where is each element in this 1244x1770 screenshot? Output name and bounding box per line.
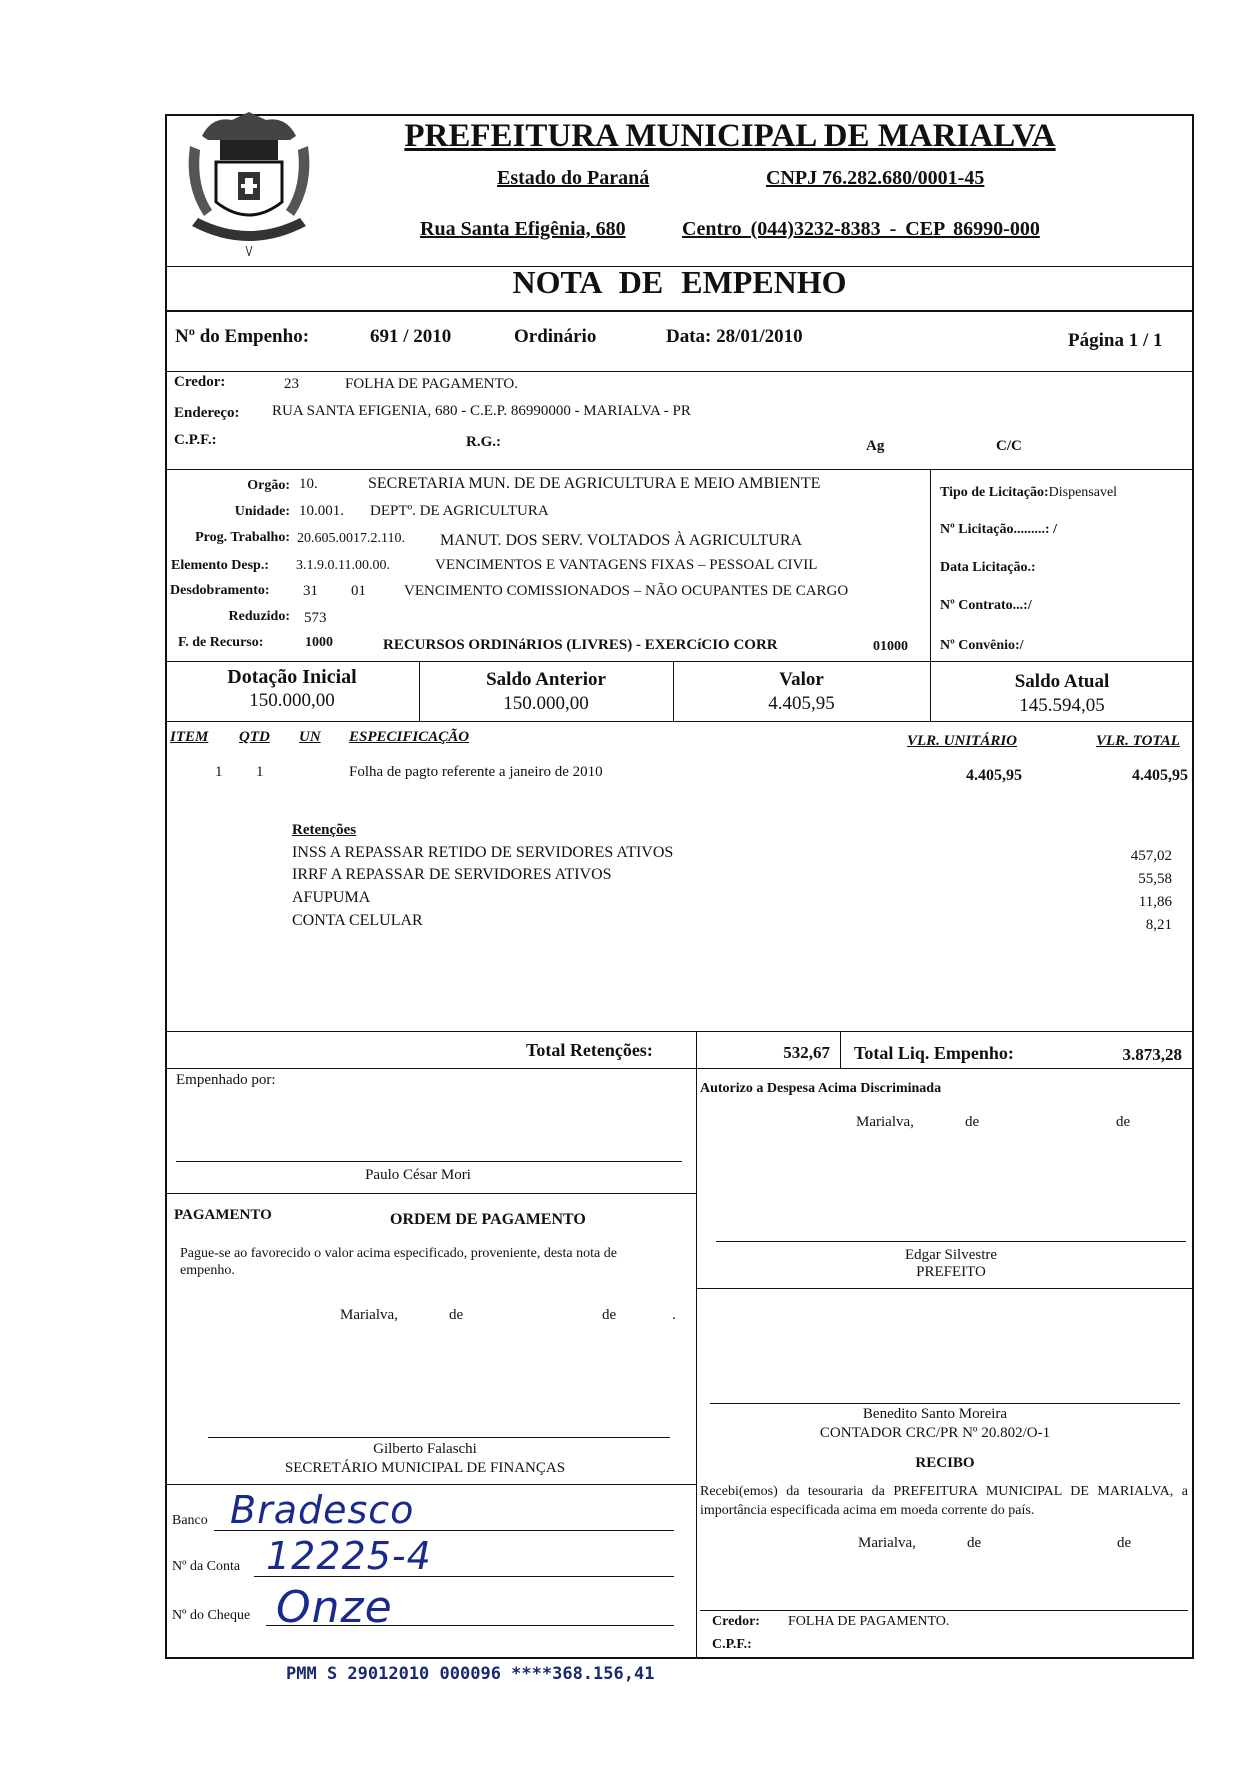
prog-value: MANUT. DOS SERV. VOLTADOS À AGRICULTURA: [440, 532, 803, 549]
frecurso-num: 01000: [873, 639, 908, 654]
empenho-type: Ordinário: [514, 326, 597, 347]
dot-left: .: [672, 1307, 676, 1323]
divider: [165, 661, 1194, 662]
secretario-nome: Gilberto Falaschi: [373, 1441, 477, 1457]
num-convenio: Nº Convênio:/: [940, 638, 1024, 653]
valor-label: Valor: [779, 669, 824, 690]
signature-line: [710, 1403, 1180, 1404]
cpf-bottom-label: C.P.F.:: [712, 1637, 752, 1652]
authentication-stamp: PMM S 29012010 000096 ****368.156,41: [286, 1664, 655, 1684]
endereco-value: RUA SANTA EFIGENIA, 680 - C.E.P. 86990000 - MARIALVA - PR: [272, 403, 691, 419]
unidade-label: Unidade:: [234, 504, 290, 519]
rg-label: R.G.:: [466, 434, 501, 450]
retencao-value: 8,21: [1145, 917, 1172, 933]
recibo-title: RECIBO: [915, 1455, 975, 1471]
cpf-label: C.P.F.:: [174, 432, 217, 448]
endereco-label: Endereço:: [174, 405, 240, 421]
divider: [700, 1610, 1188, 1611]
de-recibo-1: de: [967, 1535, 982, 1551]
tipo-licitacao-value: Dispensavel: [1048, 485, 1118, 500]
unidade-value: DEPTº. DE AGRICULTURA: [370, 503, 549, 519]
signature-line: [208, 1437, 670, 1438]
cc-label: C/C: [996, 438, 1022, 454]
prefeito-cargo: PREFEITO: [916, 1264, 986, 1280]
reduzido-label: Reduzido:: [228, 609, 290, 624]
col-vlr-unitario: VLR. UNITÁRIO: [907, 733, 1018, 749]
conta-handwritten: 12225-4: [266, 1534, 432, 1578]
empenho-date: Data: 28/01/2010: [666, 326, 803, 347]
signature-line: [716, 1241, 1186, 1242]
divider: [165, 1068, 1194, 1069]
saldo-anterior-label: Saldo Anterior: [486, 669, 606, 690]
item-qtd: 1: [256, 764, 264, 780]
desdobramento-sub: 01: [351, 583, 366, 599]
divider: [165, 371, 1194, 372]
ordem-pagamento-label: ORDEM DE PAGAMENTO: [390, 1211, 586, 1228]
marialva-left: Marialva,: [340, 1307, 398, 1323]
total-retencoes-label: Total Retenções:: [526, 1040, 653, 1060]
recibo-text: Recebi(emos) da tesouraria da PREFEITURA MUNICIPAL DE MARIALVA, a importância especificada acima em moeda corrente do país.: [700, 1484, 1188, 1518]
cheque-label: Nº do Cheque: [172, 1608, 251, 1623]
de-left-2: de: [602, 1307, 617, 1323]
header-cnpj: CNPJ 76.282.680/0001-45: [766, 167, 985, 189]
header-state: Estado do Paraná: [497, 167, 650, 189]
total-liq-label: Total Liq. Empenho:: [854, 1043, 1014, 1063]
saldo-atual-value: 145.594,05: [1019, 695, 1105, 716]
secretario-cargo: SECRETÁRIO MUNICIPAL DE FINANÇAS: [284, 1460, 566, 1476]
col-qtd: QTD: [239, 729, 270, 745]
credor-name: FOLHA DE PAGAMENTO.: [345, 376, 518, 392]
credor-code: 23: [284, 376, 299, 392]
frecurso-label: F. de Recurso:: [178, 635, 264, 650]
item-vlr-unitario: 4.405,95: [966, 767, 1022, 784]
total-liq-value: 3.873,28: [1122, 1045, 1182, 1064]
retencao-desc: AFUPUMA: [292, 889, 371, 906]
desdobramento-label: Desdobramento:: [170, 583, 270, 598]
header-title: PREFEITURA MUNICIPAL DE MARIALVA: [404, 118, 1056, 154]
dotacao-value: 150.000,00: [249, 690, 335, 711]
empenho-label: Nº do Empenho:: [175, 326, 310, 347]
divider: [696, 1288, 1194, 1289]
col-item: ITEM: [170, 729, 209, 745]
saldo-anterior-value: 150.000,00: [503, 693, 589, 714]
marialva-recibo: Marialva,: [858, 1535, 916, 1551]
contador-nome: Benedito Santo Moreira: [862, 1406, 1008, 1422]
orgao-value: SECRETARIA MUN. DE DE AGRICULTURA E MEIO AMBIENTE: [368, 475, 821, 492]
signature-line: [176, 1161, 682, 1162]
retencao-desc: IRRF A REPASSAR DE SERVIDORES ATIVOS: [292, 866, 612, 883]
page-number: Página 1 / 1: [1068, 330, 1163, 351]
autorizo-label: Autorizo a Despesa Acima Discriminada: [700, 1081, 942, 1096]
tipo-licitacao-label: [940, 485, 1117, 501]
retencoes-title: Retenções: [292, 822, 357, 838]
empenhado-label: Empenhado por:: [176, 1072, 276, 1088]
elemento-code: 3.1.9.0.11.00.00.: [296, 558, 390, 573]
orgao-label: Orgão:: [247, 478, 290, 493]
divider: [165, 1031, 1194, 1032]
retencao-value: 11,86: [1138, 894, 1172, 910]
doc-title: NOTA DE EMPENHO: [512, 264, 847, 300]
elemento-value: VENCIMENTOS E VANTAGENS FIXAS – PESSOAL CIVIL: [435, 557, 818, 573]
desdobramento-value: VENCIMENTO COMISSIONADOS – NÃO OCUPANTES DE CARGO: [404, 583, 849, 599]
divider: [840, 1031, 841, 1068]
de-right-2: de: [1116, 1114, 1131, 1130]
col-vlr-total: VLR. TOTAL: [1096, 733, 1180, 749]
num-contrato: Nº Contrato...:/: [940, 598, 1032, 613]
de-recibo-2: de: [1117, 1535, 1132, 1551]
desdobramento-code: 31: [303, 583, 318, 599]
tipo-licitacao-text: Tipo de Licitação:: [940, 485, 1049, 500]
de-left-1: de: [449, 1307, 464, 1323]
data-licitacao: Data Licitação.:: [940, 560, 1036, 575]
header-street: Rua Santa Efigênia, 680: [420, 218, 626, 240]
col-especificacao: ESPECIFICAÇÃO: [349, 729, 470, 745]
item-number: 1: [215, 764, 223, 780]
empenhado-nome: Paulo César Mori: [365, 1167, 471, 1183]
credor-label: Credor:: [174, 374, 226, 390]
divider: [165, 1484, 696, 1485]
item-vlr-total: 4.405,95: [1132, 767, 1188, 784]
total-retencoes-value: 532,67: [783, 1043, 830, 1062]
item-especificacao: Folha de pagto referente a janeiro de 2010: [349, 764, 603, 780]
prog-label: Prog. Trabalho:: [195, 530, 290, 545]
saldo-atual-label: Saldo Atual: [1014, 671, 1110, 692]
marialva-right: Marialva,: [856, 1114, 914, 1130]
dotacao-label: Dotação Inicial: [227, 666, 357, 688]
divider: [165, 310, 1194, 312]
contador-cargo: CONTADOR CRC/PR Nº 20.802/O-1: [819, 1425, 1051, 1441]
pagamento-label: PAGAMENTO: [174, 1207, 272, 1223]
retencao-value: 457,02: [1130, 848, 1172, 864]
reduzido-code: 573: [304, 610, 327, 626]
valor-value: 4.405,95: [768, 693, 835, 714]
de-right-1: de: [965, 1114, 980, 1130]
credor-bottom-value: FOLHA DE PAGAMENTO.: [788, 1614, 950, 1629]
conta-label: Nº da Conta: [172, 1559, 241, 1574]
frecurso-value: RECURSOS ORDINáRIOS (LIVRES) - EXERCíCIO CORR: [383, 637, 778, 653]
banco-handwritten: Bradesco: [230, 1488, 415, 1532]
divider: [696, 1031, 697, 1068]
credor-bottom-label: Credor:: [712, 1614, 760, 1629]
frecurso-code: 1000: [305, 635, 333, 650]
divider: [165, 721, 1194, 722]
empenho-number: 691 / 2010: [370, 326, 452, 347]
divider: [165, 469, 1194, 470]
retencao-desc: INSS A REPASSAR RETIDO DE SERVIDORES ATIVOS: [292, 844, 674, 861]
pague-text: Pague-se ao favorecido o valor acima especificado, proveniente, desta nota de empenho.: [180, 1246, 617, 1278]
divider: [696, 1068, 697, 1659]
header-address: Centro (044)3232-8383 - CEP 86990-000: [682, 218, 1040, 240]
elemento-label: Elemento Desp.:: [171, 558, 269, 573]
cheque-handwritten: Onze: [276, 1582, 393, 1633]
divider: [930, 469, 931, 661]
col-un: UN: [299, 729, 321, 745]
prefeito-nome: Edgar Silvestre: [904, 1247, 998, 1263]
prog-code: 20.605.0017.2.110.: [297, 531, 405, 546]
retencao-desc: CONTA CELULAR: [292, 912, 423, 929]
unidade-code: 10.001.: [299, 503, 344, 519]
retencao-value: 55,58: [1138, 871, 1172, 887]
num-licitacao: Nº Licitação.........: /: [940, 522, 1057, 537]
coat-of-arms-logo: [182, 106, 316, 256]
divider: [165, 1193, 696, 1194]
orgao-code: 10.: [299, 476, 318, 492]
ag-label: Ag: [866, 438, 885, 454]
banco-label: Banco: [172, 1513, 208, 1528]
